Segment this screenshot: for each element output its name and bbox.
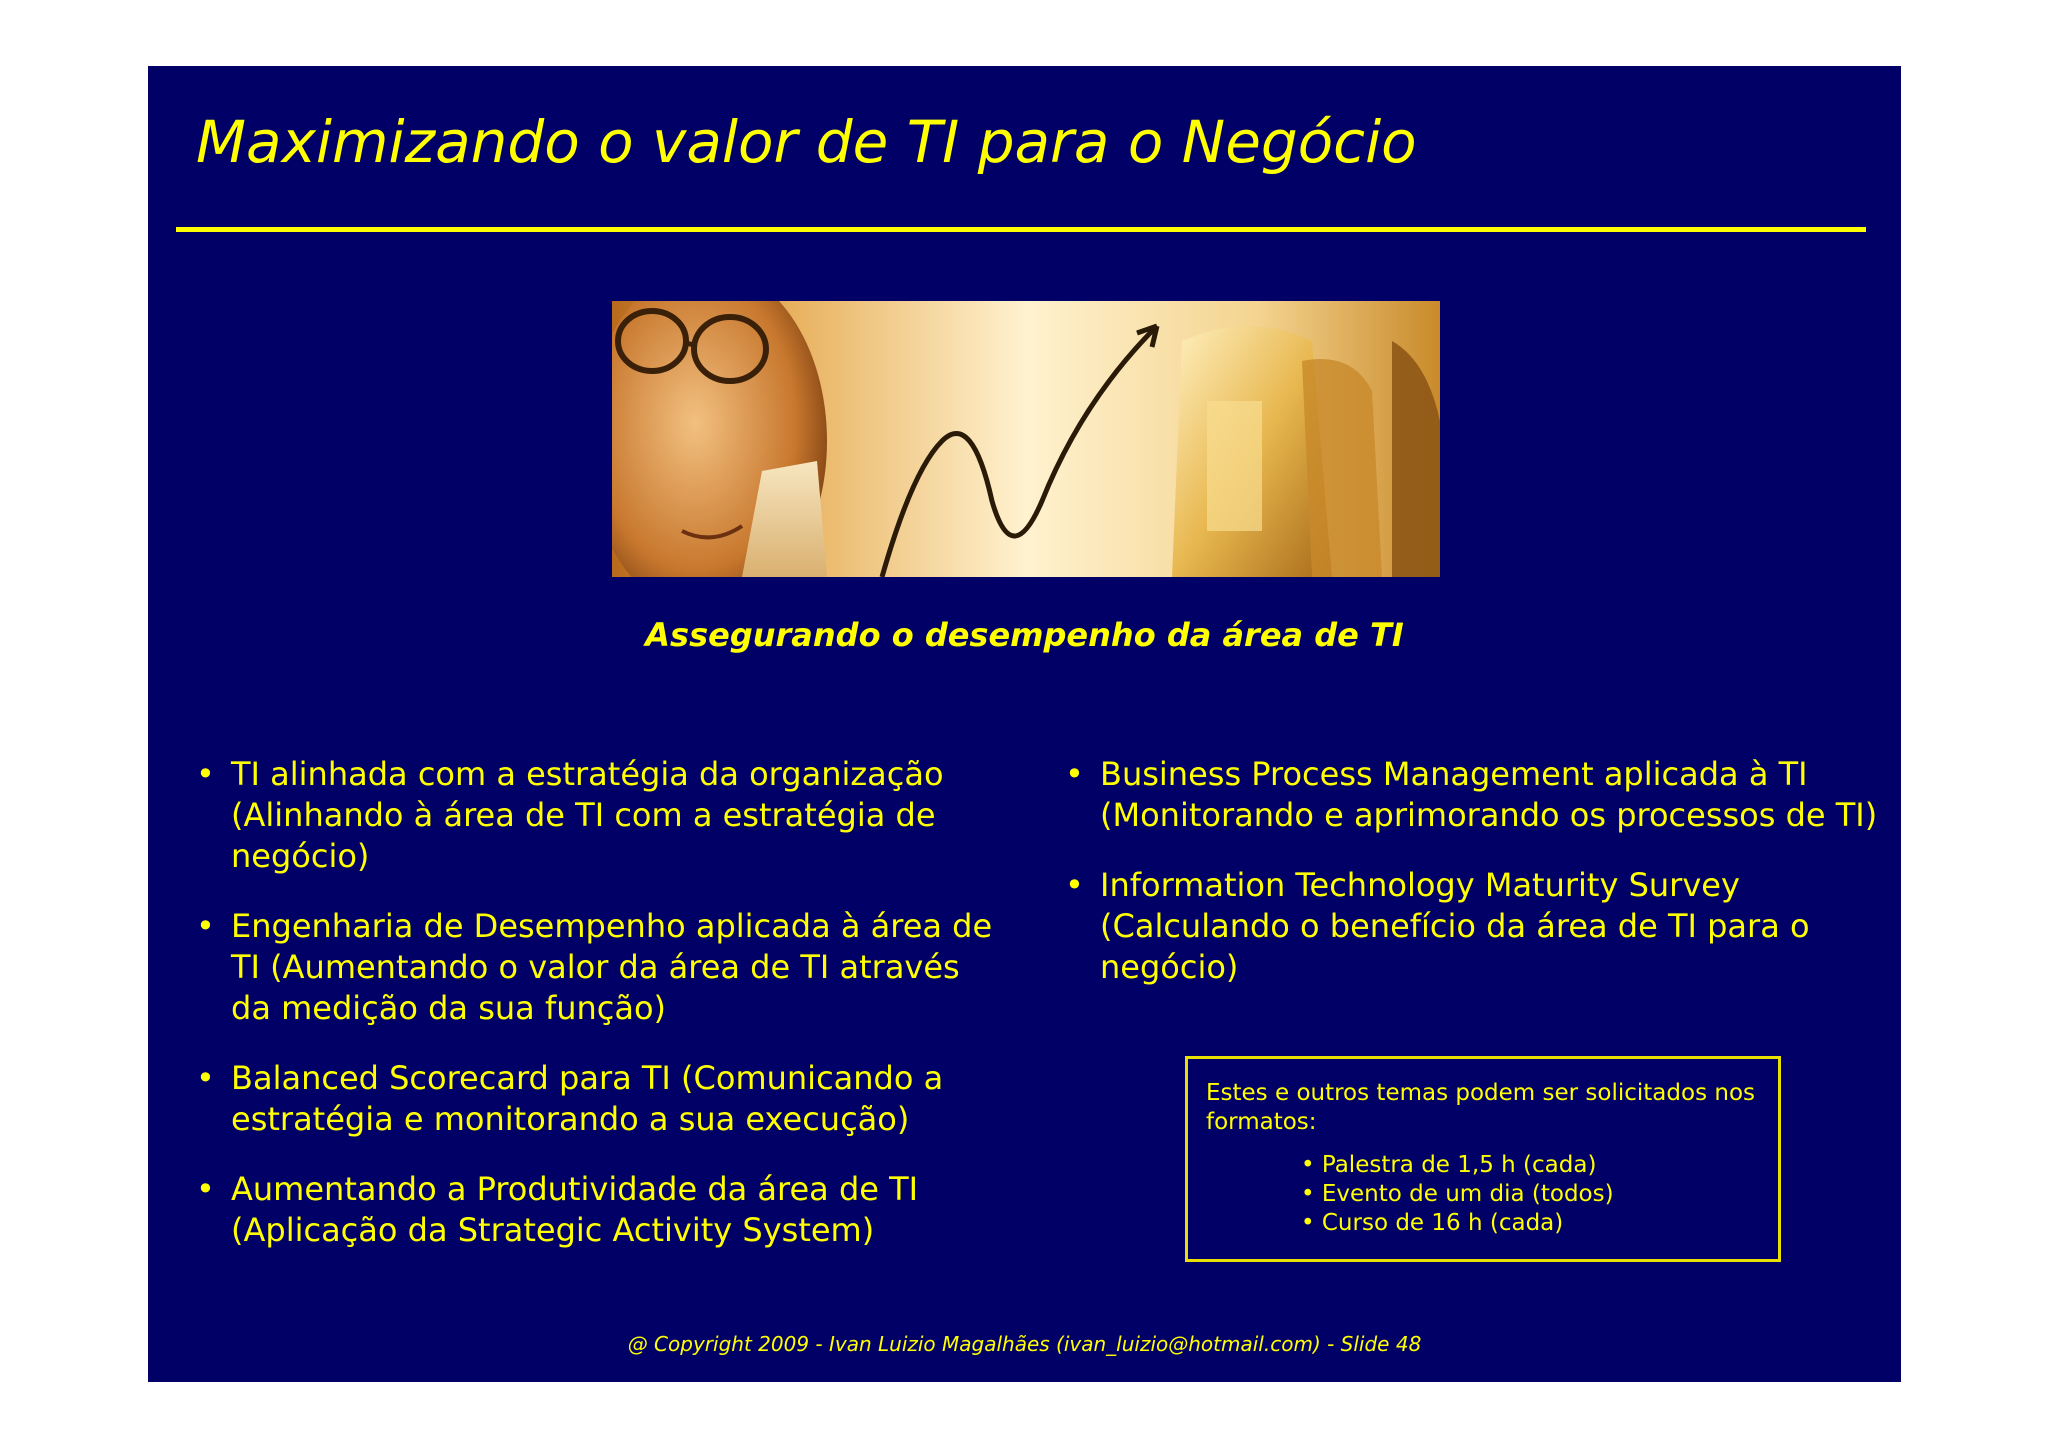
right-bullet-list xyxy=(1065,754,1885,1017)
bullet-icon: • xyxy=(196,1170,215,1208)
bullet-icon: • xyxy=(1065,755,1084,793)
bullet-icon: • xyxy=(196,755,215,793)
formats-list xyxy=(1206,1151,1760,1238)
list-item: • Palestra de 1,5 h (cada) xyxy=(1301,1152,1597,1178)
list-item: • Aumentando a Produtividade da área de TI (Aplicação da Strategic Activity System) xyxy=(196,1170,919,1249)
copyright-footer: @ Copyright 2009 - Ivan Luizio Magalhães (ivan_luizio@hotmail.com) - Slide 48 xyxy=(627,1332,1422,1356)
info-box-intro: Estes e outros temas podem ser solicitados nos formatos: xyxy=(1206,1080,1756,1135)
list-item: • Evento de um dia (todos) xyxy=(1301,1181,1614,1207)
left-bullet-list xyxy=(196,754,996,1280)
slide-title: Maximizando o valor de TI para o Negócio xyxy=(196,108,1417,176)
bullet-icon: • xyxy=(196,1059,215,1097)
list-item: • Engenharia de Desempenho aplicada à área de TI (Aumentando o valor da área de TI através da medição da sua função) xyxy=(196,907,993,1027)
bullet-icon: • xyxy=(1065,866,1084,904)
list-item: • Business Process Management aplicada à TI (Monitorando e aprimorando os processos de TI) xyxy=(1065,755,1878,834)
list-item: • Curso de 16 h (cada) xyxy=(1301,1210,1564,1236)
bullet-icon: • xyxy=(196,907,215,945)
list-item: • TI alinhada com a estratégia da organização (Alinhando à área de TI com a estratégia de negócio) xyxy=(196,755,944,875)
title-divider xyxy=(176,227,1866,232)
list-item: • Information Technology Maturity Survey (Calculando o benefício da área de TI para o negócio) xyxy=(1065,866,1810,986)
slide xyxy=(148,66,1901,1382)
banner-image xyxy=(612,301,1440,577)
formats-info-box xyxy=(1185,1056,1781,1262)
slide-subtitle: Assegurando o desempenho da área de TI xyxy=(645,616,1404,654)
list-item: • Balanced Scorecard para TI (Comunicando a estratégia e monitorando a sua execução) xyxy=(196,1059,944,1138)
